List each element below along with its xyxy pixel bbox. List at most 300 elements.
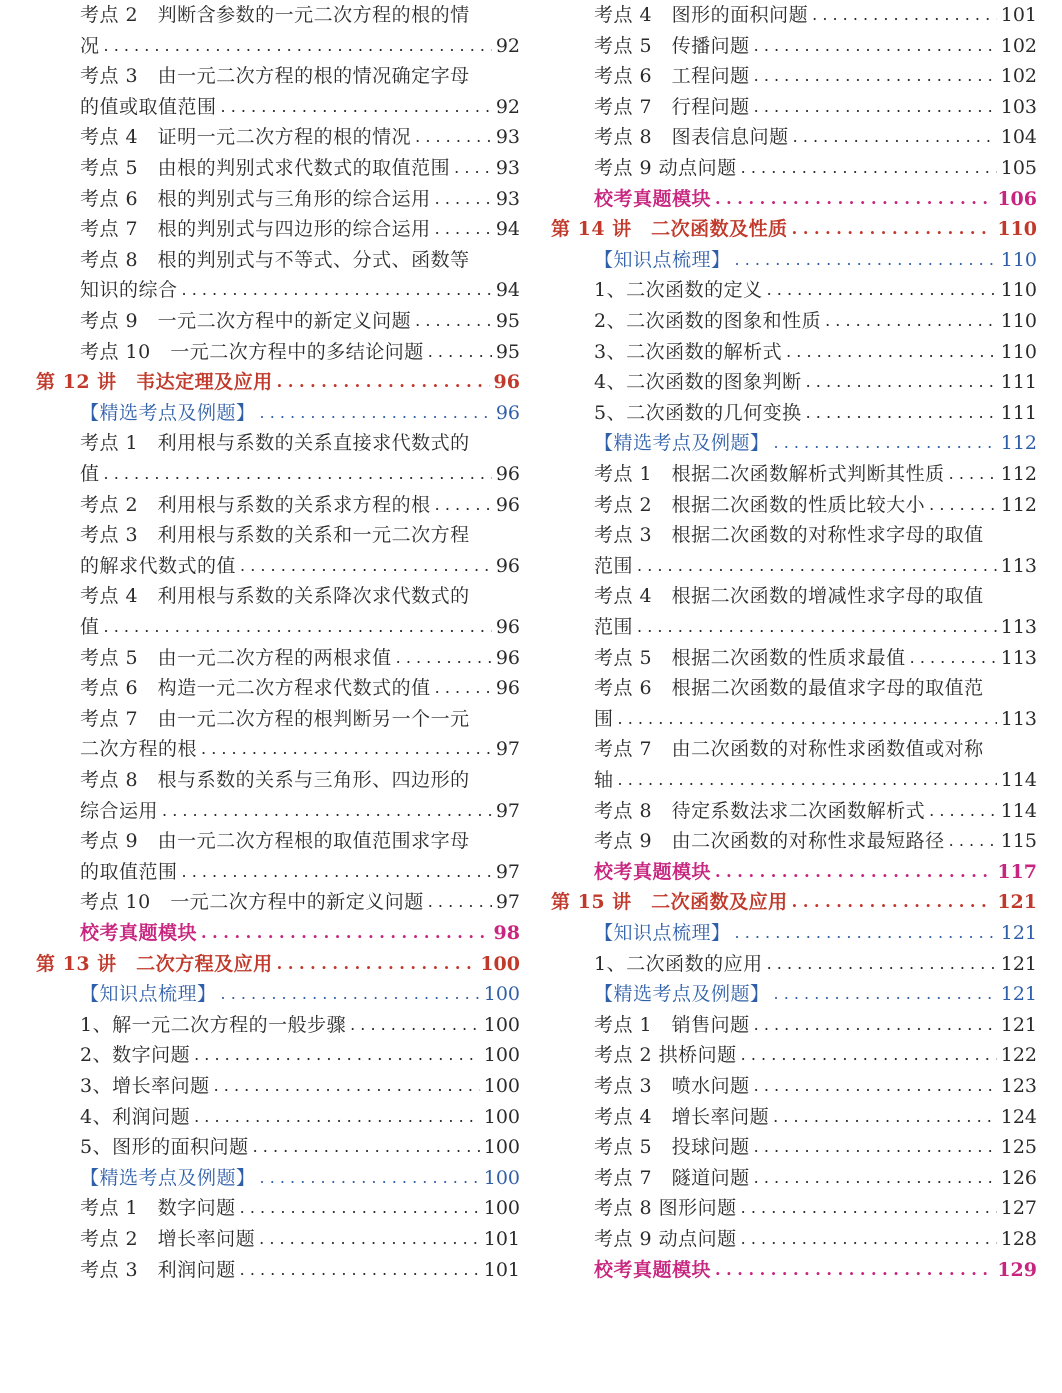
toc-item-entry-wrapped [531,673,1062,703]
dot-leader [182,857,492,887]
dot-leader [201,918,490,948]
toc-section-entry[interactable] [0,1163,531,1193]
toc-item-entry[interactable] [0,1071,531,1101]
toc-item-entry-wrapped [0,245,531,275]
toc-entry-label: 考点 6 根的判别式与三角形的综合运用 [80,187,431,210]
toc-entry-label: 考点 3 喷水问题 [594,1075,750,1097]
toc-entry-label: 况 [80,34,100,57]
toc-item-entry[interactable] [0,1040,531,1070]
toc-page-number: 101 [1000,4,1037,26]
toc-page-number: 101 [483,1228,520,1250]
toc-module-entry[interactable] [531,184,1062,214]
toc-page-number: 94 [495,218,520,241]
toc-item-entry[interactable] [531,1071,1062,1101]
toc-entry-label: 范围 [594,616,634,638]
toc-page-number: 113 [1000,707,1037,730]
toc-item-entry[interactable] [531,1040,1062,1070]
toc-item-entry[interactable] [0,643,531,673]
dot-leader [825,306,997,336]
dot-leader [104,612,492,642]
toc-item-entry[interactable] [531,1224,1062,1254]
toc-page-number: 97 [495,891,520,914]
toc-item-entry[interactable] [0,887,531,917]
dot-leader [715,1255,993,1285]
toc-entry-label: 3、增长率问题 [80,1075,210,1097]
toc-item-entry[interactable] [531,398,1062,428]
toc-entry-label: 知识的综合 [80,279,178,302]
dot-leader [949,459,997,489]
toc-page-number: 93 [495,157,520,179]
toc-page-number: 100 [483,1105,520,1128]
toc-page-number: 103 [1000,95,1037,118]
toc-item-entry-wrapped [0,0,531,30]
toc-page-number: 113 [1000,554,1037,577]
dot-leader [735,918,997,948]
toc-item-entry[interactable] [0,153,531,183]
toc-entry-label: 考点 2 拱桥问题 [594,1044,737,1067]
dot-leader [774,428,997,458]
toc-page-number: 100 [483,1044,520,1067]
toc-item-entry[interactable] [0,490,531,520]
dot-leader [715,184,993,214]
toc-item-entry-continued[interactable] [531,551,1062,581]
dot-leader [792,214,994,244]
dot-leader [182,275,492,305]
dot-leader [277,367,490,397]
toc-entry-label: 的解求代数式的值 [80,554,237,577]
toc-section-entry[interactable] [0,979,531,1009]
toc-item-entry[interactable] [0,673,531,703]
dot-leader [774,979,997,1009]
toc-page-number: 121 [1000,983,1037,1006]
dot-leader [415,122,492,152]
toc-item-entry-continued[interactable] [0,857,531,887]
toc-page-number: 93 [495,187,520,210]
toc-entry-label: 考点 1 数字问题 [80,1197,236,1220]
toc-page-number: 97 [495,799,520,822]
toc-entry-label: 考点 6 根据二次函数的最值求字母的取值范 [594,677,984,700]
toc-entry-label: 2、二次函数的图象和性质 [594,310,822,332]
toc-module-entry[interactable] [531,857,1062,887]
toc-entry-label: 考点 9 动点问题 [594,1228,737,1250]
dot-leader [435,490,492,520]
dot-leader [240,1255,480,1285]
toc-item-entry[interactable] [0,1102,531,1132]
toc-entry-label: 考点 3 利润问题 [80,1258,236,1281]
dot-leader [618,704,997,734]
toc-item-entry[interactable] [531,490,1062,520]
toc-chapter-entry[interactable] [0,949,531,979]
toc-page-number: 96 [495,646,520,669]
dot-leader [741,1040,997,1070]
toc-entry-label: 二次方程的根 [80,738,198,761]
toc-entry-label: 第 12 讲 韦达定理及应用 [36,371,273,394]
dot-leader [104,459,492,489]
dot-leader [792,887,994,917]
toc-page-number: 117 [997,860,1037,883]
toc-entry-label: 第 13 讲 二次方程及应用 [36,952,273,975]
toc-page-number: 111 [1000,401,1037,424]
toc-item-entry[interactable] [0,1132,531,1162]
toc-entry-label: 轴 [594,769,614,791]
dot-leader [637,612,997,642]
toc-item-entry-continued[interactable] [531,612,1062,642]
toc-entry-label: 3、二次函数的解析式 [594,340,783,363]
toc-item-entry-continued[interactable] [0,275,531,305]
toc-page-number: 96 [495,554,520,577]
toc-page-number: 126 [1000,1166,1037,1189]
dot-leader [214,1071,480,1101]
toc-entry-label: 考点 4 证明一元二次方程的根的情况 [80,126,412,149]
toc-page-number: 100 [483,1136,520,1159]
dot-leader [435,214,492,244]
dot-leader [806,367,997,397]
dot-leader [194,1040,480,1070]
toc-entry-label: 考点 8 待定系数法求二次函数解析式 [594,799,926,822]
toc-page-number: 110 [997,218,1037,241]
toc-page-number: 96 [493,371,520,394]
toc-page-number: 92 [495,34,520,57]
toc-entry-label: 考点 9 一元二次方程中的新定义问题 [80,310,412,332]
toc-page-number: 96 [495,463,520,485]
toc-item-entry[interactable] [531,367,1062,397]
toc-entry-label: 【知识点梳理】 [594,922,731,944]
dot-leader [767,275,997,305]
toc-item-entry[interactable] [531,796,1062,826]
toc-entry-label: 考点 4 增长率问题 [594,1105,770,1128]
toc-page-number: 112 [1000,463,1037,485]
dot-leader [260,398,492,428]
toc-entry-label: 考点 1 利用根与系数的关系直接求代数式的 [80,432,470,455]
toc-entry-label: 考点 5 传播问题 [594,34,750,57]
toc-module-entry[interactable] [0,918,531,948]
toc-item-entry[interactable] [531,306,1062,336]
toc-item-entry-continued[interactable] [0,551,531,581]
toc-entry-label: 考点 8 图形问题 [594,1197,737,1220]
toc-entry-label: 考点 10 一元二次方程中的新定义问题 [80,891,424,914]
toc-page-number: 93 [495,126,520,149]
dot-leader [793,122,997,152]
dot-leader [735,245,997,275]
toc-page-number: 121 [997,891,1037,914]
toc-entry-label: 考点 2 根据二次函数的性质比较大小 [594,493,926,516]
toc-entry-label: 2、数字问题 [80,1044,191,1067]
dot-leader [260,1163,480,1193]
toc-item-entry[interactable] [531,0,1062,30]
dot-leader [786,337,997,367]
dot-leader [910,643,997,673]
toc-entry-label: 考点 7 根的判别式与四边形的综合运用 [80,218,431,241]
toc-item-entry-continued[interactable] [531,765,1062,795]
toc-page-number: 123 [1000,1075,1037,1097]
toc-page-number: 113 [1000,616,1037,638]
toc-chapter-entry[interactable] [531,887,1062,917]
toc-item-entry-wrapped [531,581,1062,611]
toc-item-entry[interactable] [0,1010,531,1040]
toc-item-entry[interactable] [531,1010,1062,1040]
toc-item-entry-wrapped [0,765,531,795]
toc-page-number: 111 [1000,371,1037,394]
toc-item-entry[interactable] [531,459,1062,489]
toc-entry-label: 的值或取值范围 [80,95,217,118]
dot-leader [741,1193,997,1223]
toc-entry-label: 范围 [594,554,634,577]
toc-item-entry[interactable] [531,92,1062,122]
toc-item-entry-wrapped [531,734,1062,764]
toc-page-number: 100 [483,1166,520,1189]
dot-leader [428,337,492,367]
toc-entry-label: 【知识点梳理】 [594,248,731,271]
toc-page-number: 94 [495,279,520,302]
dot-leader [949,826,997,856]
toc-section-entry[interactable] [531,918,1062,948]
toc-item-entry[interactable] [531,122,1062,152]
dot-leader [812,0,997,30]
toc-entry-label: 第 14 讲 二次函数及性质 [551,218,788,241]
toc-entry-label: 的取值范围 [80,860,178,883]
toc-section-entry[interactable] [531,245,1062,275]
toc-module-entry[interactable] [531,1255,1062,1285]
dot-leader [715,857,993,887]
toc-page-number: 97 [495,738,520,761]
toc-page-number: 114 [1000,799,1037,822]
toc-entry-label: 考点 1 销售问题 [594,1013,750,1036]
toc-item-entry[interactable] [0,337,531,367]
dot-leader [240,1193,480,1223]
toc-entry-label: 考点 4 根据二次函数的增减性求字母的取值 [594,585,984,608]
toc-page-number: 121 [1000,952,1037,975]
toc-page-number: 121 [1000,922,1037,944]
toc-item-entry-continued[interactable] [0,92,531,122]
dot-leader [162,796,492,826]
toc-page-number: 125 [1000,1136,1037,1159]
toc-page-number: 105 [1000,157,1037,179]
dot-leader [350,1010,480,1040]
toc-section-entry[interactable] [531,979,1062,1009]
toc-page-number: 114 [1000,769,1037,791]
toc-item-entry-continued[interactable] [0,612,531,642]
toc-entry-label: 考点 5 由根的判别式求代数式的取值范围 [80,157,451,179]
toc-entry-label: 考点 9 动点问题 [594,157,737,179]
toc-entry-label: 考点 3 利用根与系数的关系和一元二次方程 [80,524,470,547]
dot-leader [741,1224,997,1254]
toc-entry-label: 校考真题模块 [594,1258,712,1281]
toc-item-entry-wrapped [0,581,531,611]
dot-leader [435,184,492,214]
toc-page-number: 112 [1000,432,1037,455]
toc-entry-label: 1、二次函数的应用 [594,952,763,975]
dot-leader [767,949,997,979]
toc-page-number: 104 [1000,126,1037,149]
dot-leader [754,92,997,122]
toc-chapter-entry[interactable] [531,214,1062,244]
toc-entry-label: 【精选考点及例题】 [80,401,256,424]
toc-entry-label: 考点 9 由二次函数的对称性求最短路径 [594,830,945,853]
toc-entry-label: 考点 2 判断含参数的一元二次方程的根的情 [80,4,470,26]
toc-page-number: 112 [1000,493,1037,516]
toc-entry-label: 考点 9 由一元二次方程根的取值范围求字母 [80,830,470,853]
toc-item-entry[interactable] [531,337,1062,367]
toc-entry-label: 校考真题模块 [594,187,712,210]
toc-item-entry[interactable] [531,1132,1062,1162]
toc-page-number: 100 [483,983,520,1006]
toc-item-entry[interactable] [0,1224,531,1254]
toc-page-number: 110 [1000,279,1037,302]
toc-entry-label: 考点 7 行程问题 [594,95,750,118]
toc-entry-label: 校考真题模块 [80,922,198,944]
toc-page-number: 96 [495,616,520,638]
toc-item-entry-continued[interactable] [0,734,531,764]
toc-entry-label: 围 [594,707,614,730]
dot-leader [806,398,997,428]
toc-entry-label: 考点 6 工程问题 [594,65,750,88]
toc-entry-label: 考点 5 投球问题 [594,1136,750,1159]
dot-leader [277,949,477,979]
toc-chapter-entry[interactable] [0,367,531,397]
dot-leader [396,643,492,673]
toc-page-number: 110 [1000,310,1037,332]
toc-item-entry[interactable] [531,1193,1062,1223]
toc-entry-label: 4、二次函数的图象判断 [594,371,802,394]
toc-item-entry[interactable] [531,61,1062,91]
toc-page-number: 96 [495,401,520,424]
toc-page-number: 100 [480,952,520,975]
toc-entry-label: 【精选考点及例题】 [594,432,770,455]
toc-item-entry[interactable] [531,1102,1062,1132]
toc-item-entry[interactable] [531,1163,1062,1193]
toc-item-entry[interactable] [531,643,1062,673]
toc-entry-label: 考点 5 根据二次函数的性质求最值 [594,646,906,669]
toc-item-entry-wrapped [0,428,531,458]
dot-leader [201,734,492,764]
toc-entry-label: 考点 7 隧道问题 [594,1166,750,1189]
toc-page-number: 95 [495,310,520,332]
toc-item-entry[interactable] [531,153,1062,183]
dot-leader [637,551,997,581]
toc-item-entry[interactable] [0,122,531,152]
toc-entry-label: 考点 7 由二次函数的对称性求函数值或对称 [594,738,984,761]
dot-leader [754,61,997,91]
toc-item-entry[interactable] [531,275,1062,305]
toc-entry-label: 考点 8 图表信息问题 [594,126,789,149]
toc-entry-label: 考点 1 根据二次函数解析式判断其性质 [594,463,945,485]
dot-leader [221,979,480,1009]
toc-item-entry[interactable] [0,1255,531,1285]
toc-item-entry[interactable] [531,31,1062,61]
toc-page-number: 129 [997,1258,1037,1281]
dot-leader [754,1071,997,1101]
toc-item-entry-continued[interactable] [531,704,1062,734]
toc-entry-label: 5、二次函数的几何变换 [594,401,802,424]
toc-page-number: 96 [495,677,520,700]
toc-page-number: 97 [495,860,520,883]
dot-leader [259,1224,480,1254]
toc-item-entry[interactable] [0,214,531,244]
toc-page-number: 102 [1000,34,1037,57]
toc-item-entry[interactable] [0,306,531,336]
toc-page-number: 113 [1000,646,1037,669]
dot-leader [929,490,997,520]
toc-page-number: 95 [495,340,520,363]
toc-entry-label: 【精选考点及例题】 [80,1166,256,1189]
toc-entry-label: 考点 10 一元二次方程中的多结论问题 [80,340,424,363]
toc-item-entry-continued[interactable] [0,796,531,826]
toc-page-number: 127 [1000,1197,1037,1220]
dot-leader [929,796,997,826]
toc-entry-label: 5、图形的面积问题 [80,1136,249,1159]
toc-entry-label: 【精选考点及例题】 [594,983,770,1006]
toc-section-entry[interactable] [531,428,1062,458]
toc-page-number: 121 [1000,1013,1037,1036]
toc-entry-label: 考点 3 根据二次函数的对称性求字母的取值 [594,524,984,547]
toc-entry-label: 考点 4 图形的面积问题 [594,4,809,26]
dot-leader [415,306,492,336]
toc-page-number: 101 [483,1258,520,1281]
toc-entry-label: 考点 3 由一元二次方程的根的情况确定字母 [80,65,470,88]
toc-page-number: 100 [483,1197,520,1220]
toc-page-number: 122 [1000,1044,1037,1067]
toc-entry-label: 第 15 讲 二次函数及应用 [551,891,788,914]
toc-entry-label: 值 [80,616,100,638]
toc-page-number: 92 [495,95,520,118]
dot-leader [240,551,492,581]
toc-page-number: 100 [483,1013,520,1036]
toc-item-entry[interactable] [531,949,1062,979]
toc-entry-label: 值 [80,463,100,485]
toc-item-entry[interactable] [531,826,1062,856]
dot-leader [454,153,492,183]
toc-entry-label: 考点 8 根与系数的关系与三角形、四边形的 [80,769,470,791]
toc-item-entry-wrapped [0,704,531,734]
toc-page-number: 106 [997,187,1037,210]
toc-item-entry-wrapped [0,520,531,550]
dot-leader [194,1102,480,1132]
toc-entry-label: 1、二次函数的定义 [594,279,763,302]
toc-item-entry-continued[interactable] [0,31,531,61]
toc-item-entry[interactable] [0,184,531,214]
toc-item-entry-wrapped [0,826,531,856]
toc-entry-label: 考点 5 由一元二次方程的两根求值 [80,646,392,669]
toc-page-number: 100 [483,1075,520,1097]
dot-leader [253,1132,480,1162]
toc-page-number: 110 [1000,248,1037,271]
toc-page-number: 96 [495,493,520,516]
toc-entry-label: 校考真题模块 [594,860,712,883]
toc-entry-label: 考点 4 利用根与系数的关系降次求代数式的 [80,585,470,608]
toc-entry-label: 1、解一元二次方程的一般步骤 [80,1013,347,1036]
toc-page-number: 98 [493,922,520,944]
toc-entry-label: 考点 7 由一元二次方程的根判断另一个一元 [80,707,470,730]
dot-leader [754,1163,997,1193]
dot-leader [104,31,492,61]
toc-page-number: 110 [1000,340,1037,363]
toc-entry-label: 【知识点梳理】 [80,983,217,1006]
toc-section-entry[interactable] [0,398,531,428]
toc-item-entry-continued[interactable] [0,459,531,489]
toc-entry-label: 4、利润问题 [80,1105,191,1128]
dot-leader [741,153,997,183]
dot-leader [773,1102,997,1132]
dot-leader [754,31,997,61]
dot-leader [435,673,492,703]
toc-page-number: 115 [1000,830,1037,853]
dot-leader [618,765,997,795]
toc-entry-label: 考点 2 增长率问题 [80,1228,256,1250]
toc-page-number: 128 [1000,1228,1037,1250]
toc-item-entry[interactable] [0,1193,531,1223]
dot-leader [428,887,492,917]
toc-entry-label: 考点 2 利用根与系数的关系求方程的根 [80,493,431,516]
